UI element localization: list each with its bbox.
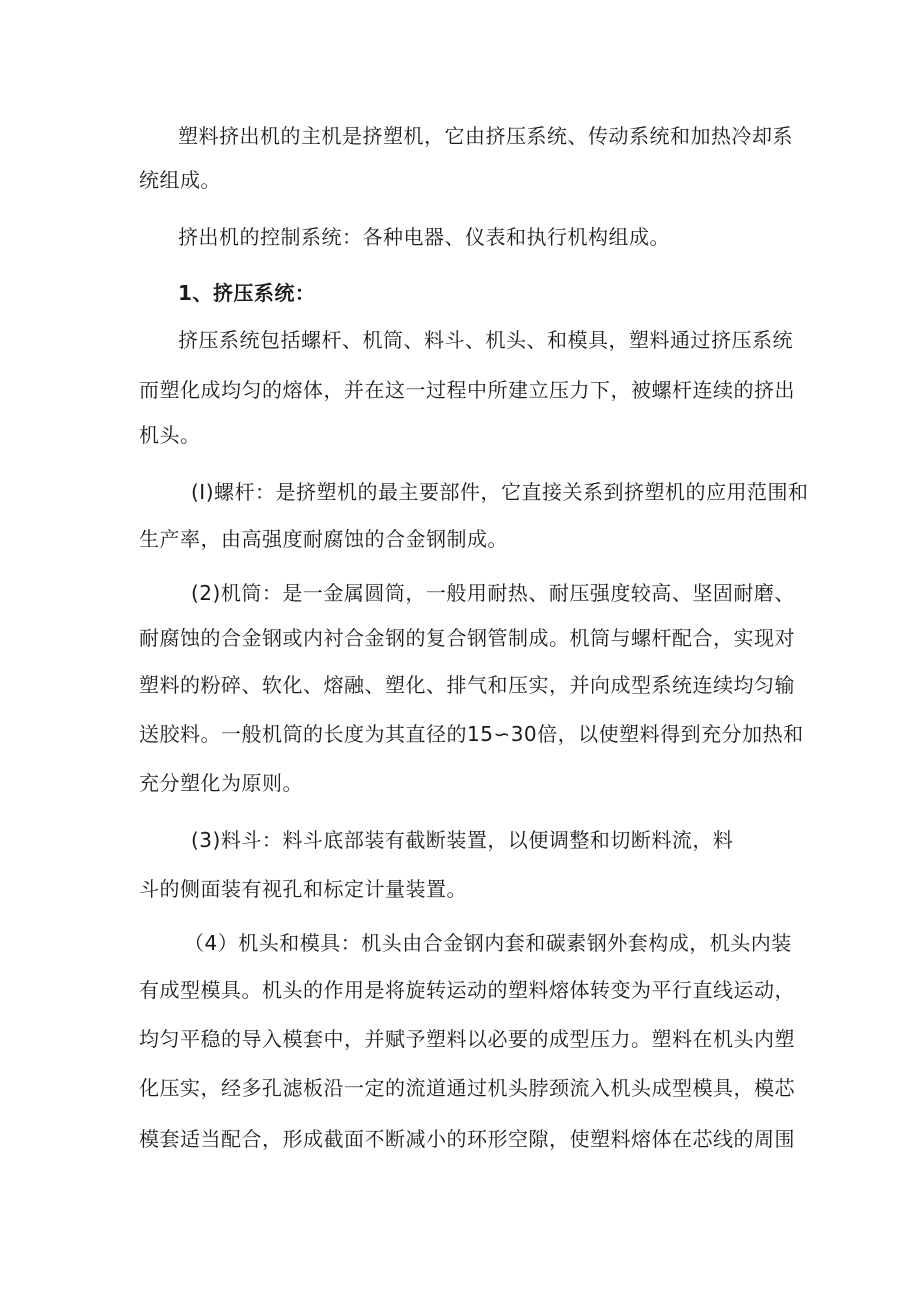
text-line: (3)料斗：料斗底部装有截断装置，以便调整和切断料流，料: [191, 828, 734, 852]
text-line: 挤出机的控制系统：各种电器、仪表和执行机构组成。: [178, 225, 670, 249]
text-line: 送胶料。一般机筒的长度为其直径的15∽30倍，以使塑料得到充分加热和: [139, 722, 804, 746]
text-line: 机头。: [139, 423, 201, 447]
text-line: 挤压系统包括螺杆、机筒、料斗、机头、和模具，塑料通过挤压系统: [178, 328, 793, 352]
text-line: 模套适当配合，形成截面不断减小的环形空隙，使塑料熔体在芯线的周围: [139, 1127, 795, 1151]
text-line: 化压实，经多孔滤板沿一定的流道通过机头脖颈流入机头成型模具，模芯: [139, 1076, 795, 1100]
text-line: （4）机头和模具：机头由合金钢内套和碳素钢外套构成，机头内装: [184, 931, 792, 955]
text-line: 生产率，由高强度耐腐蚀的合金钢制成。: [139, 527, 508, 551]
text-line: 统组成。: [139, 168, 221, 192]
text-line: 而塑化成均匀的熔体，并在这一过程中所建立压力下，被螺杆连续的挤出: [139, 378, 795, 402]
text-line: 塑料挤出机的主机是挤塑机，它由挤压系统、传动系统和加热冷却系: [178, 124, 793, 148]
text-line: 有成型模具。机头的作用是将旋转运动的塑料熔体转变为平行直线运动，: [139, 978, 795, 1002]
section-heading: 1、挤压系统：: [178, 281, 316, 305]
text-line: 充分塑化为原则。: [139, 771, 303, 795]
text-line: 耐腐蚀的合金钢或内衬合金钢的复合钢管制成。机筒与螺杆配合，实现对: [139, 626, 795, 650]
text-line: (I)螺杆：是挤塑机的最主要部件，它直接关系到挤塑机的应用范围和: [191, 480, 809, 504]
text-line: 均匀平稳的导入模套中，并赋予塑料以必要的成型压力。塑料在机头内塑: [139, 1027, 795, 1051]
text-line: (2)机筒：是一金属圆筒，一般用耐热、耐压强度较高、坚固耐磨、: [191, 581, 795, 605]
text-line: 斗的侧面装有视孔和标定计量装置。: [139, 877, 467, 901]
text-line: 塑料的粉碎、软化、熔融、塑化、排气和压实，并向成型系统连续均匀输: [139, 673, 795, 697]
